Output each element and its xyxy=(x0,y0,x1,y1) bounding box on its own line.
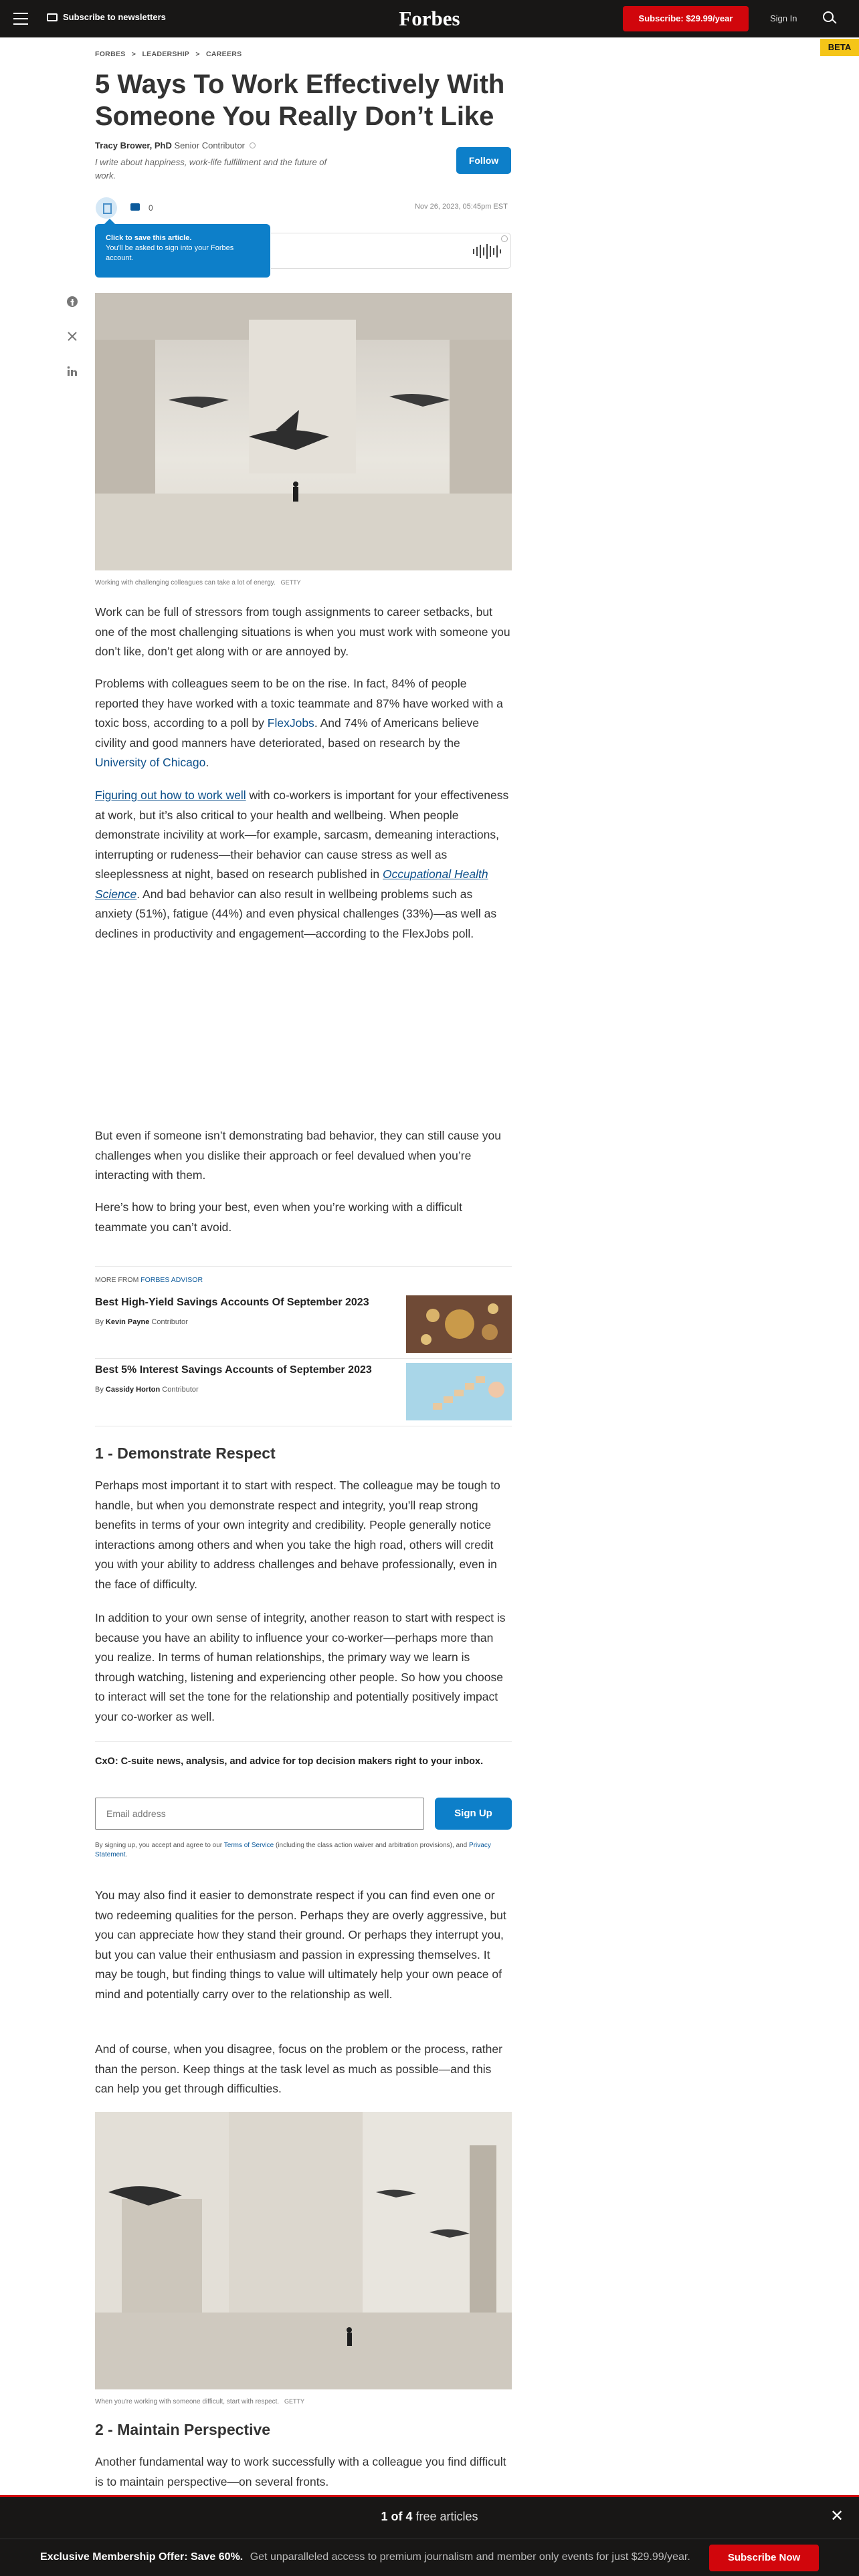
breadcrumb-separator: > xyxy=(195,50,200,58)
terms-of-service-link[interactable]: Terms of Service xyxy=(223,1842,274,1849)
university-of-chicago-link[interactable]: University of Chicago xyxy=(95,756,206,769)
paragraph: You may also find it easier to demonstrate respect if you can find even one or two redeeming qualities for the person. Perhaps they are overly aggressive, but you can appreciate how they stand their ground. Or perhaps they interrupt you, but you can value their enthusiasm and passion in expressing themselves. It may be tough, but finding things to value will ultimately help your own peace of mind and potentially carry over to the relationship as well. xyxy=(95,1889,506,2001)
subscribe-now-button[interactable]: Subscribe Now xyxy=(709,2545,819,2571)
byline-prefix: By xyxy=(95,1386,104,1394)
paragraph: Work can be full of stressors from tough assignments to career setbacks, but one of the most challenging situations is when you must work with someone you don’t like, don’t get along with or are annoyed by. xyxy=(95,605,510,658)
article-title: 5 Ways To Work Effectively With Someone You Really Don’t Like xyxy=(95,70,505,131)
hero-image xyxy=(95,293,512,570)
byline-author[interactable]: Kevin Payne xyxy=(105,1318,150,1326)
legal-text: By signing up, you accept and agree to our xyxy=(95,1842,224,1849)
author-name[interactable]: Tracy Brower, PhD xyxy=(95,140,172,150)
more-from-label xyxy=(95,1276,203,1284)
follow-button[interactable]: Follow xyxy=(456,147,511,174)
related-article-thumbnail[interactable] xyxy=(406,1295,512,1353)
paragraph-text: . And bad behavior can also result in wellbeing problems such as anxiety (51%), fatigue (44%) and even physical challenges (33%)—as well as declines in productivity and engagement—according to the FlexJobs poll. xyxy=(95,887,497,940)
paragraph: Here’s how to bring your best, even when you’re working with a difficult teammate you can’t avoid. xyxy=(95,1200,462,1234)
image-caption xyxy=(95,579,301,586)
close-icon[interactable]: ✕ xyxy=(830,2507,844,2525)
waveform-icon xyxy=(473,244,501,259)
subscribe-button[interactable]: Subscribe: $29.99/year xyxy=(623,6,749,31)
related-article-byline xyxy=(95,1318,188,1326)
flexjobs-link[interactable]: FlexJobs xyxy=(267,716,314,730)
privacy-statement-link[interactable]: Privacy Statement xyxy=(95,1842,491,1858)
paragraph-text: . xyxy=(205,756,209,769)
image-caption xyxy=(95,2398,304,2405)
newsletter-label: Subscribe to newsletters xyxy=(63,12,166,22)
divider xyxy=(95,1741,512,1742)
info-icon[interactable] xyxy=(250,142,256,148)
paragraph: Perhaps most important it to start with respect. The colleague may be tough to handle, but when you demonstrate respect and integrity, you’ll reap strong benefits in terms of your own integrity and credibility. People generally notice interactions among others and when you take the high road, others will credit you with your ability to address challenges and behave professionally, even in the face of difficulty. xyxy=(95,1479,500,1591)
more-from-divider xyxy=(95,1266,512,1267)
related-article-title[interactable]: Best 5% Interest Savings Accounts of September 2023 xyxy=(95,1364,372,1376)
related-article-title[interactable]: Best High-Yield Savings Accounts Of September 2023 xyxy=(95,1297,369,1308)
paywall-bar xyxy=(0,2495,859,2576)
author-bio: I write about happiness, work-life fulfillment and the future of work. xyxy=(95,157,327,181)
x-twitter-icon[interactable] xyxy=(67,331,78,342)
paragraph-text: . And 74% of Americans believe civility and good manners have deteriorated, based on research by the xyxy=(95,716,479,750)
newsletter-legal xyxy=(95,1841,512,1860)
paragraph: In addition to your own sense of integrity, another reason to start with respect is because you have an ability to influence your co-worker—perhaps more than you realize. In terms of human relationships, the primary way we learn is through watching, listening and experiencing other people. So how you choose to interact will set the tone for the relationship and potentially positively impact your co-worker as well. xyxy=(95,1611,506,1723)
breadcrumb-separator: > xyxy=(131,50,136,58)
byline-role: Contributor xyxy=(162,1386,199,1394)
sign-in-link[interactable]: Sign In xyxy=(770,13,797,23)
top-nav-bar xyxy=(0,0,859,37)
paragraph xyxy=(95,674,512,773)
paragraph-text: with co-workers is important for your effectiveness at work, but it’s also critical to your health and wellbeing. When people demonstrate incivility at work—for example, sarcasm, demeaning interactions, interrupting or rudeness—their behavior can cause stress as well as sleeplessness at night, based on research published in xyxy=(95,788,509,881)
linkedin-icon[interactable] xyxy=(67,366,78,377)
caption-credit: GETTY xyxy=(280,579,301,586)
comment-count[interactable]: 0 xyxy=(149,203,153,213)
caption-credit: GETTY xyxy=(284,2398,304,2405)
more-from-text: MORE FROM xyxy=(95,1276,139,1284)
breadcrumb-leadership[interactable]: LEADERSHIP xyxy=(142,50,190,58)
more-from-source[interactable]: FORBES ADVISOR xyxy=(140,1276,203,1284)
comment-icon[interactable] xyxy=(130,203,140,211)
author-role: Senior Contributor xyxy=(174,140,246,150)
membership-offer xyxy=(40,2551,690,2563)
free-article-counter xyxy=(0,2507,859,2525)
paragraph: Another fundamental way to work successfully with a colleague you find difficult is to maintain perspective—on several fronts. xyxy=(95,2455,506,2488)
byline-author[interactable]: Cassidy Horton xyxy=(105,1386,161,1394)
breadcrumb-forbes[interactable]: FORBES xyxy=(95,50,126,58)
audio-player[interactable] xyxy=(271,233,511,269)
forbes-logo[interactable]: Forbes xyxy=(399,7,460,30)
related-article-thumbnail[interactable] xyxy=(406,1363,512,1420)
article-image xyxy=(95,2112,512,2389)
email-field[interactable]: Email address xyxy=(95,1798,424,1830)
info-icon[interactable] xyxy=(501,235,508,242)
beta-badge[interactable]: BETA xyxy=(820,39,859,56)
publish-date: Nov 26, 2023, 05:45pm EST xyxy=(415,203,508,211)
section-heading: 1 - Demonstrate Respect xyxy=(95,1444,276,1462)
byline-role: Contributor xyxy=(151,1318,188,1326)
legal-text: (including the class action waiver and arbitration provisions), and xyxy=(274,1842,470,1849)
paragraph: And of course, when you disagree, focus on the problem or the process, rather than the person. Keep things at the task level as much as possible—and this can help you get through difficulties. xyxy=(95,2042,502,2095)
divider xyxy=(95,1358,512,1359)
article-count-suffix: free articles xyxy=(412,2510,478,2523)
section-heading: 2 - Maintain Perspective xyxy=(95,2421,271,2438)
paywall-accent-line xyxy=(0,2495,859,2497)
byline-prefix: By xyxy=(95,1318,104,1326)
offer-title: Exclusive Membership Offer: Save 60%. xyxy=(40,2551,244,2563)
caption-text: Working with challenging colleagues can take a lot of energy. xyxy=(95,579,276,586)
tooltip-body: You'll be asked to sign into your Forbes account. xyxy=(106,244,234,262)
breadcrumb xyxy=(95,50,246,58)
author-line xyxy=(95,140,256,150)
tooltip-title: Click to save this article. xyxy=(106,234,192,242)
save-tooltip[interactable] xyxy=(95,224,270,278)
paragraph-text: Problems with colleagues seem to be on the rise. In fact, 84% of people reported they have worked with a toxic teammate and 87% have worked with a toxic boss, according to a poll by xyxy=(95,677,503,730)
paragraph xyxy=(95,786,512,944)
caption-text: When you're working with someone difficult, start with respect. xyxy=(95,2398,280,2405)
facebook-icon[interactable] xyxy=(67,296,78,307)
paragraph: But even if someone isn’t demonstrating bad behavior, they can still cause you challenges when you dislike their approach or feel devalued when you’re interacting with them. xyxy=(95,1129,502,1182)
occupational-health-science-link[interactable]: Occupational Health Science xyxy=(95,867,488,901)
sign-up-button[interactable]: Sign Up xyxy=(435,1798,512,1830)
article-count: 1 of 4 xyxy=(381,2510,413,2523)
breadcrumb-careers[interactable]: CAREERS xyxy=(206,50,242,58)
legal-text: . xyxy=(125,1851,128,1858)
search-icon[interactable] xyxy=(823,11,834,22)
newsletter-heading: CxO: C-suite news, analysis, and advice for top decision makers right to your inbox. xyxy=(95,1756,484,1767)
offer-body: Get unparalleled access to premium journalism and member only events for just $29.99/year. xyxy=(250,2551,690,2563)
figuring-out-link[interactable]: Figuring out how to work well xyxy=(95,788,246,802)
related-article-byline xyxy=(95,1386,199,1394)
bookmark-icon[interactable] xyxy=(96,197,117,219)
